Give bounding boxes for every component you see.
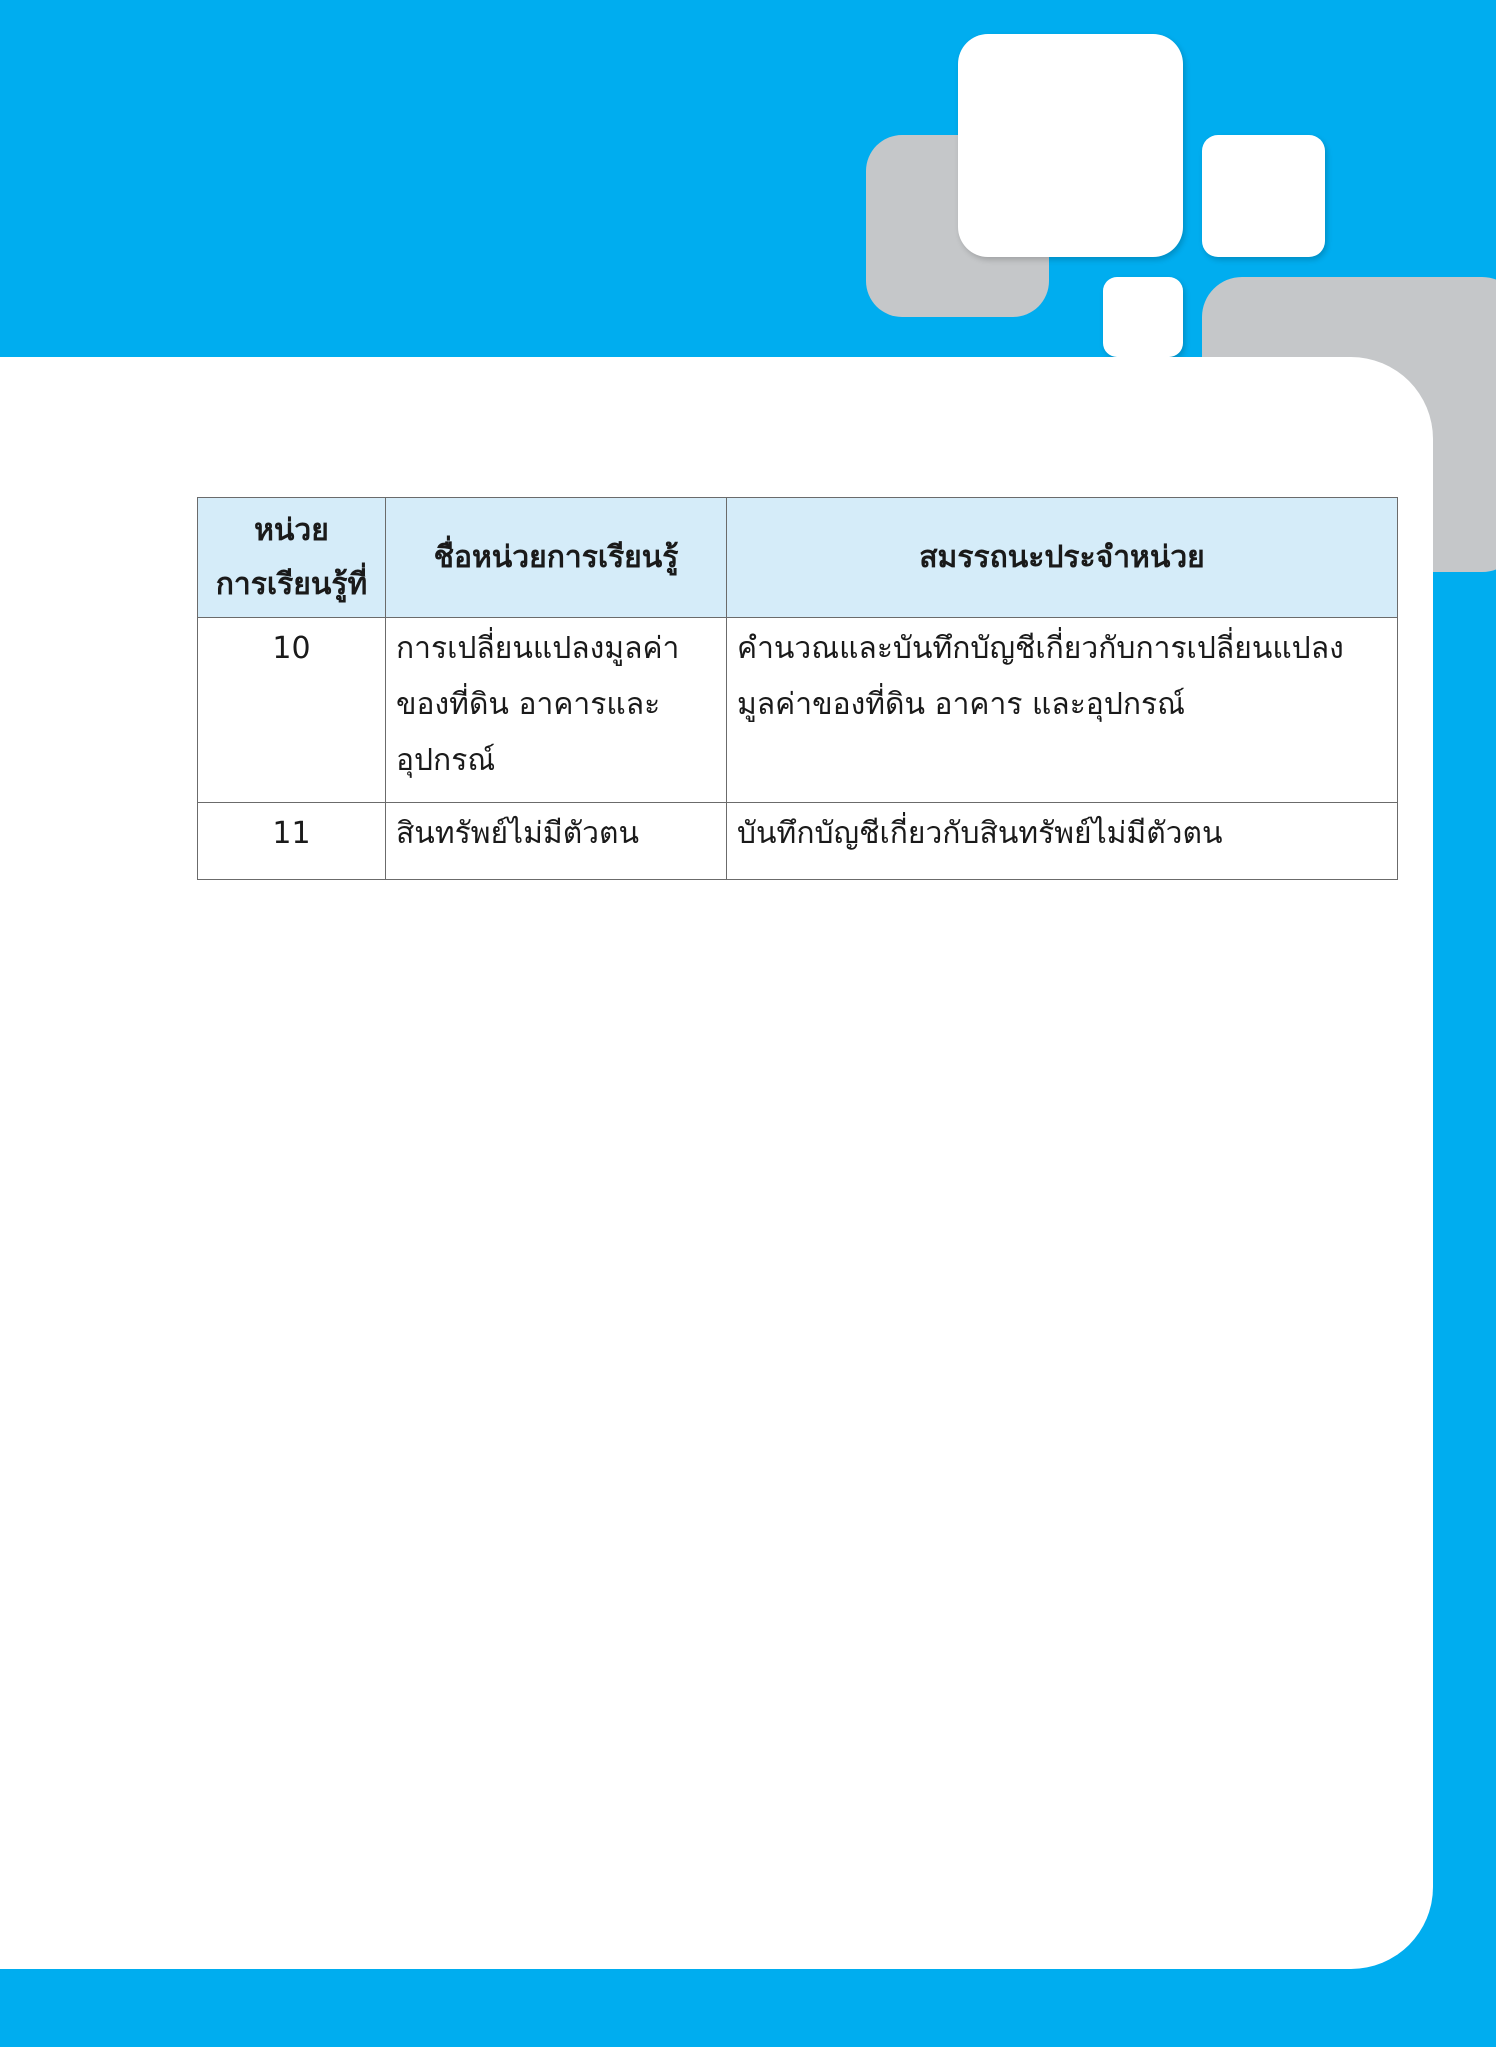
- table-header-row: [198, 498, 1398, 618]
- header-unit-no-line2: การเรียนรู้ที่: [215, 566, 368, 602]
- header-unit-no: [198, 498, 386, 618]
- table-row: [198, 803, 1398, 880]
- unit-number: 10: [198, 618, 386, 803]
- unit-competency: บันทึกบัญชีเกี่ยวกับสินทรัพย์ไม่มีตัวตน: [727, 803, 1398, 880]
- unit-competency-table: [197, 497, 1398, 880]
- header-unit-name: ชื่อหน่วยการเรียนรู้: [386, 498, 727, 618]
- unit-competency: คำนวณและบันทึกบัญชีเกี่ยวกับการเปลี่ยนแปลงมูลค่าของที่ดิน อาคาร และอุปกรณ์: [727, 618, 1398, 803]
- decor-square-white-small: [1202, 135, 1325, 257]
- header-unit-no-line1: หน่วย: [254, 512, 329, 548]
- unit-number: 11: [198, 803, 386, 880]
- header-competency: สมรรถนะประจำหน่วย: [727, 498, 1398, 618]
- decor-square-white-large: [958, 34, 1183, 257]
- decor-square-white-tiny: [1103, 277, 1183, 357]
- unit-name: การเปลี่ยนแปลงมูลค่าของที่ดิน อาคารและอุปกรณ์: [386, 618, 727, 803]
- bottom-band: [0, 1969, 1496, 2047]
- table-row: [198, 618, 1398, 803]
- unit-name: สินทรัพย์ไม่มีตัวตน: [386, 803, 727, 880]
